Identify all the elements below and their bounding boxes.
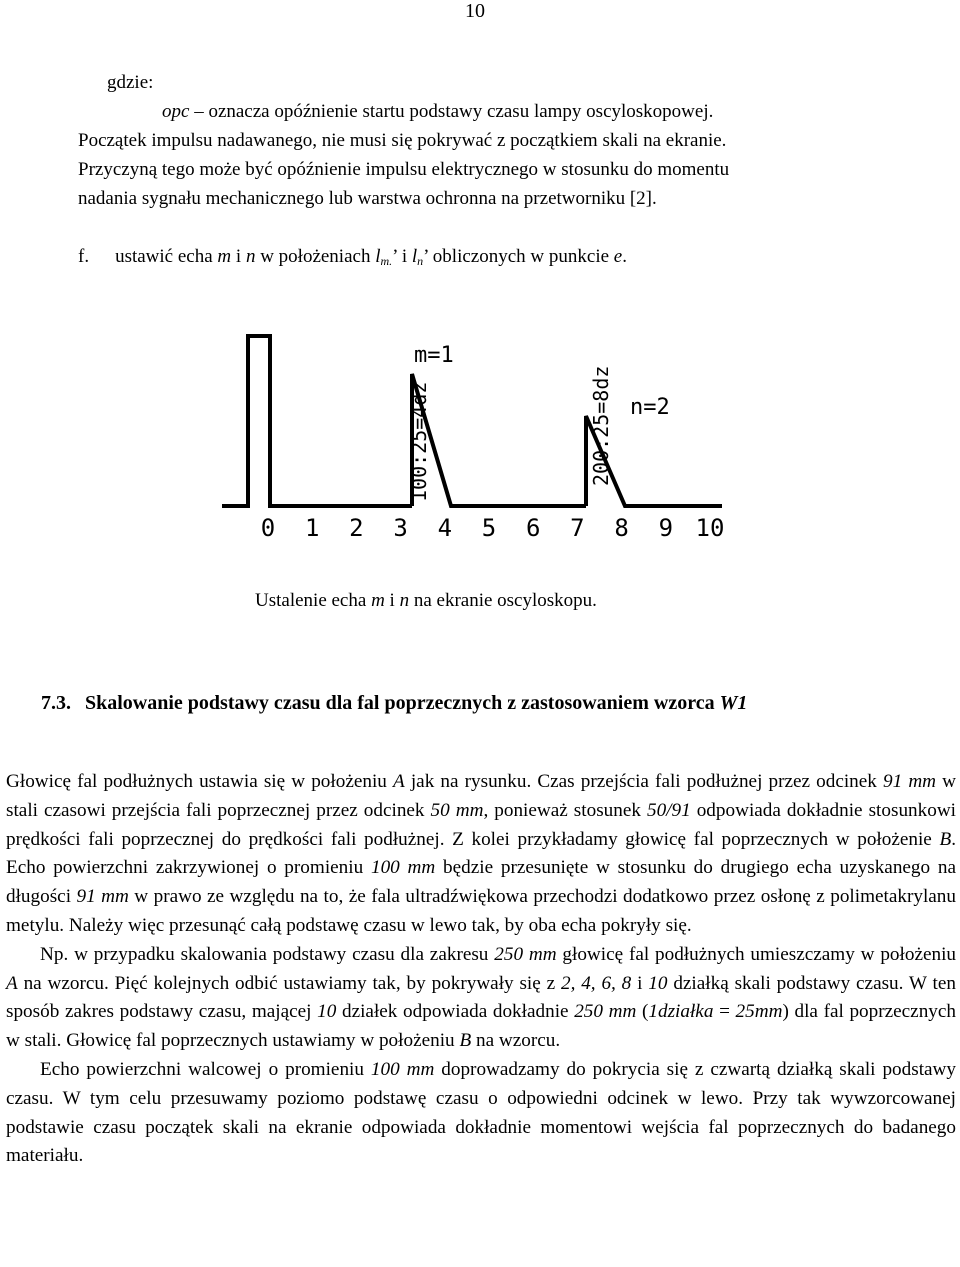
page-number: 10 bbox=[465, 0, 485, 22]
scale-tick-label: 0 bbox=[260, 514, 276, 542]
scale-tick-label: 2 bbox=[349, 514, 364, 542]
scale-tick-label: 9 bbox=[658, 514, 674, 542]
term-opc: opc bbox=[162, 101, 190, 122]
gdzie-label: gdzie: bbox=[107, 72, 154, 93]
scale-tick-label: 8 bbox=[614, 514, 629, 542]
scale-tick-label: 10 bbox=[695, 514, 725, 542]
scale-tick-label: 4 bbox=[437, 514, 453, 542]
paragraph-3: Echo powierzchni walcowej o promieniu 100 mm doprowadzamy do pokrycia się z czwartą działką skali podstawy czasu. W tym celu przesuwamy poziomo podstawę czasu o odpowiedni odcinek w lewo. Przy tak wywzorcowanej podstawie czasu początek skali na ekranie odpowiada dokładnie momentowi wejścia fal poprzecznych do badanego materiału. bbox=[6, 1058, 956, 1167]
paragraph-1: Głowicę fal podłużnych ustawia się w położeniu A jak na rysunku. Czas przejścia fali podłużnej przez odcinek 91 mm w stali czasowi przejścia fali poprzecznej przez odcinek 50 mm, ponieważ stosunek 50/91 odpowiada dokładnie stosunkowi prędkości fali poprzecznej do prędkości fali podłużnej. Z kolei przykładamy głowicę fal poprzecznych w położenie B. Echo powierzchni zakrzywionej o promieniu 100 mm będzie przesunięte w stosunku do drugiego echa uzyskanego na długości 91 mm w prawo ze względu na to, że fala ultradźwiękowa przechodzi dodatkowo przez osłonę z polimetakrylanu metylu. Należy więc przesunąć całą podstawę czasu w lewo tak, by oba echa pokryły się. bbox=[6, 771, 957, 936]
trace-initial-pulse bbox=[222, 336, 412, 506]
step-f: f. ustawić echa m i n w położeniach $l_{m.}$’ i $l_n$’ obliczonych w punkcie e. bbox=[78, 246, 627, 268]
scale-ticks bbox=[261, 514, 725, 542]
label-m-calc: 100:25=4dz bbox=[407, 381, 431, 502]
paragraph-2: Np. w przypadku skalowania podstawy czasu dla zakresu 250 mm głowicę fal podłużnych umieszczamy w położeniu A na wzorcu. Pięć kolejnych odbić ustawiamy tak, by pokrywały się z 2, 4, 6, 8 i 10 działką skali podstawy czasu. W ten sposób zakres podstawy czasu, mającej 10 działek odpowiada dokładnie 250 mm (1działka = 25mm) dla fal poprzecznych w stali. Głowicę fal poprzecznych ustawiamy w położeniu B na wzorcu. bbox=[6, 943, 956, 1052]
figure-caption: Ustalenie echa m i n na ekranie oscyloskopu. bbox=[255, 590, 597, 611]
label-n-calc: 200:25=8dz bbox=[589, 365, 613, 486]
intro-line-4: nadania sygnału mechanicznego lub warstwa ochronna na przetworniku [2]. bbox=[78, 188, 657, 209]
intro-line-3: Przyczyną tego może być opóźnienie impulsu elektrycznego w stosunku do momentu bbox=[78, 159, 730, 180]
body-text bbox=[6, 768, 956, 1171]
section-heading: 7.3. Skalowanie podstawy czasu dla fal poprzecznych z zastosowaniem wzorca W1 bbox=[41, 692, 748, 714]
scale-tick-label: 3 bbox=[393, 514, 408, 542]
intro-line-2: Początek impulsu nadawanego, nie musi się pokrywać z początkiem skali na ekranie. bbox=[78, 130, 727, 151]
scale-tick-label: 5 bbox=[481, 514, 497, 542]
scale-tick-label: 6 bbox=[525, 514, 541, 542]
label-n: n=2 bbox=[630, 395, 670, 420]
oscilloscope-figure bbox=[222, 330, 742, 550]
trace-echo-m bbox=[412, 374, 586, 506]
scale-tick-label: 1 bbox=[304, 514, 320, 542]
label-m: m=1 bbox=[414, 343, 454, 368]
scale-tick-label: 7 bbox=[570, 514, 585, 542]
definition-opc: opc – oznacza opóźnienie startu podstawy czasu lampy oscyloskopowej. bbox=[162, 101, 714, 122]
